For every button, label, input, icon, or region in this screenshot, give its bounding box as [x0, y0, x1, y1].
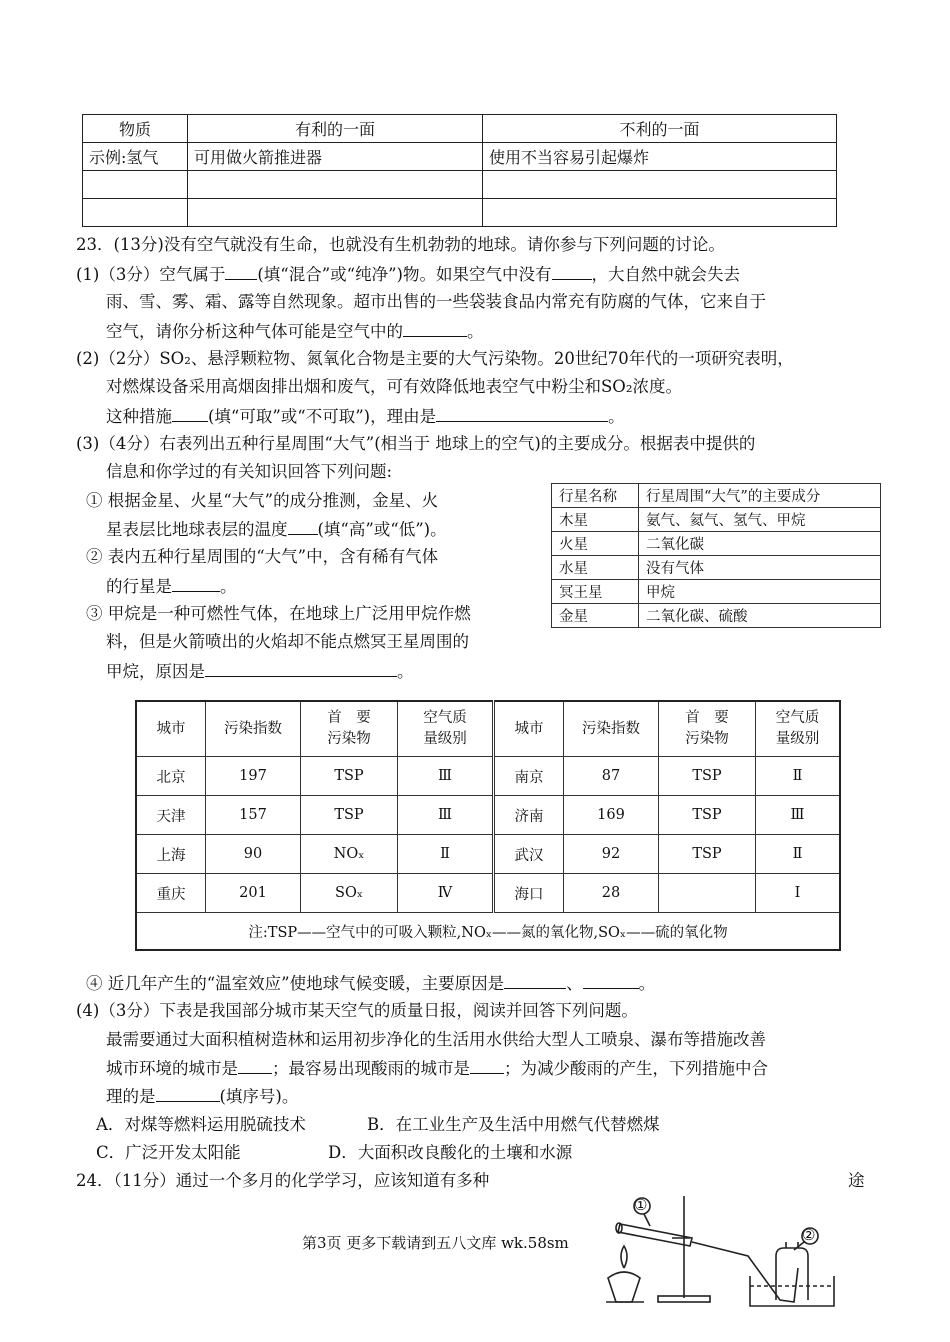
blank-cell [483, 171, 837, 199]
planet-name: 冥王星 [552, 580, 639, 604]
header-disadvantage: 不利的一面 [483, 115, 837, 143]
level: Ⅱ [756, 757, 841, 796]
q23-s1-line1: ① 根据金星、火星“大气”的成分推测，金星、火 [86, 491, 439, 510]
q23-p2-line2: 对燃煤设备采用高烟囱排出烟和废气，可有效降低地表空气中粉尘和SO₂浓度。 [106, 377, 682, 396]
label-2: ② [802, 1226, 816, 1244]
example-substance: 示例:氢气 [83, 143, 188, 171]
option-a: A．对煤等燃料运用脱硫技术 [96, 1115, 306, 1134]
q23-s2-line1: ② 表内五种行星周围的“大气”中，含有稀有气体 [86, 547, 439, 566]
q23-p1-line3 [106, 320, 484, 343]
q24-tail: 途 [848, 1171, 865, 1190]
answer-blank [172, 575, 220, 592]
index: 28 [564, 874, 659, 913]
text: ，大自然中就会失去 [591, 265, 740, 284]
header-planet: 行星名称 [552, 484, 639, 508]
answer-blank [504, 972, 566, 989]
text: (填“混合”或“纯净”)物。如果空气中没有 [257, 265, 552, 284]
level: Ⅲ [756, 796, 841, 835]
pollutant: TSP [301, 757, 398, 796]
table-row [136, 874, 840, 913]
text: ；为减少酸雨的产生，下列措施中合 [504, 1059, 768, 1078]
text: 理的是 [106, 1087, 156, 1106]
q23-s3-line1: ③ 甲烷是一种可燃性气体，在地球上广泛用甲烷作燃 [86, 604, 471, 623]
q23-s1-line2 [106, 518, 447, 541]
level: Ⅱ [398, 835, 494, 874]
table-row [136, 796, 840, 835]
planet-components: 二氧化碳、硫酸 [639, 604, 881, 628]
planet-components: 甲烷 [639, 580, 881, 604]
blank-cell [83, 199, 188, 227]
index: 157 [206, 796, 301, 835]
answer-blank [205, 660, 397, 677]
text: 。 [608, 407, 625, 426]
text: (填“高”或“低”)。 [317, 520, 447, 539]
index: 169 [564, 796, 659, 835]
option-b: B．在工业生产及生活中用燃气代替燃煤 [367, 1115, 660, 1134]
flame [621, 1246, 627, 1268]
q23-p4-line1: (4)（3分）下表是我国部分城市某天空气的质量日报，阅读并回答下列问题。 [76, 1001, 638, 1020]
q23-s3-line2: 料，但是火箭喷出的火焰却不能点燃冥王星周围的 [106, 632, 469, 651]
level: Ⅳ [398, 874, 494, 913]
text: 首 要 [685, 710, 729, 726]
text: 空气，请你分析这种气体可能是空气中的 [106, 322, 403, 341]
header-substance: 物质 [83, 115, 188, 143]
pollutant: NOₓ [301, 835, 398, 874]
pollutant: SOₓ [301, 874, 398, 913]
planet-components: 二氧化碳 [639, 532, 881, 556]
table-row [136, 835, 840, 874]
pollutant: TSP [659, 757, 756, 796]
city: 天津 [136, 796, 206, 835]
pollutant [659, 874, 756, 913]
text: 甲烷，原因是 [106, 662, 205, 681]
option-c: C．广泛开发太阳能 [96, 1143, 241, 1162]
city: 武汉 [494, 835, 564, 874]
q23-s4 [86, 972, 655, 995]
text: ；最容易出现酸雨的城市是 [272, 1059, 470, 1078]
text: (填序号)。 [219, 1087, 299, 1106]
text: 污染物 [327, 731, 371, 747]
test-tube [618, 1224, 692, 1246]
planet-name: 金星 [552, 604, 639, 628]
q23-p3-line1: (3)（4分）右表列出五种行星周围“大气”(相当于 地球上的空气)的主要成分。根据表中提供的 [76, 434, 756, 453]
city: 南京 [494, 757, 564, 796]
delivery-tube [692, 1242, 798, 1302]
city: 海口 [494, 874, 564, 913]
text: 、 [566, 974, 583, 993]
planet-name: 水星 [552, 556, 639, 580]
answer-blank [288, 518, 318, 535]
text: 城市环境的城市是 [106, 1059, 238, 1078]
answer-blank [225, 263, 257, 280]
answer-blank [403, 320, 467, 337]
city: 济南 [494, 796, 564, 835]
q23-s3-line3 [106, 660, 414, 683]
text: 星表层比地球表层的温度 [106, 520, 288, 539]
index: 87 [564, 757, 659, 796]
table-note: 注:TSP——空气中的可吸入颗粒,NOₓ——氮的氧化物,SOₓ——硫的氧化物 [136, 913, 840, 951]
text: 。 [467, 322, 484, 341]
index: 197 [206, 757, 301, 796]
text: 量级别 [775, 731, 820, 747]
text: 首 要 [327, 710, 371, 726]
q23-p1-line1 [76, 263, 740, 286]
answer-blank [156, 1085, 220, 1102]
air-quality-table [135, 700, 841, 951]
pollutant: TSP [301, 796, 398, 835]
header-city: 城市 [136, 701, 206, 757]
header-pollutant [659, 701, 756, 757]
blank-cell [83, 171, 188, 199]
pollutant: TSP [659, 835, 756, 874]
q23-p4-line2: 最需要通过大面积植树造林和运用初步净化的生活用水供给大型人工喷泉、瀑布等措施改善 [106, 1030, 766, 1049]
q23-p1-line2: 雨、雪、雾、霜、露等自然现象。超市出售的一些袋装食品内常充有防腐的气体，它来自于 [106, 292, 766, 311]
alcohol-lamp [608, 1272, 640, 1302]
substance-table [82, 114, 837, 227]
answer-blank [470, 1057, 504, 1074]
text: 。 [397, 662, 414, 681]
header-index: 污染指数 [206, 701, 301, 757]
answer-blank [172, 405, 208, 422]
city: 重庆 [136, 874, 206, 913]
text: (填“可取”或“不可取”)，理由是 [208, 407, 437, 426]
q23-p3-line2: 信息和你学过的有关知识回答下列问题: [106, 462, 393, 481]
example-advantage: 可用做火箭推进器 [188, 143, 483, 171]
header-pollutant [301, 701, 398, 757]
q24-text: 24．（11分）通过一个多月的化学学习，应该知道有多种 [76, 1171, 490, 1190]
blank-cell [188, 199, 483, 227]
q23-s2-line2 [106, 575, 237, 598]
planet-atmosphere-table [551, 483, 881, 628]
planet-components: 没有气体 [639, 556, 881, 580]
header-advantage: 有利的一面 [188, 115, 483, 143]
q23-p4-line3 [106, 1057, 768, 1080]
text: 量级别 [423, 731, 467, 747]
example-disadvantage: 使用不当容易引起爆炸 [483, 143, 837, 171]
blank-cell [188, 171, 483, 199]
answer-blank [552, 263, 592, 280]
planet-components: 氨气、氦气、氢气、甲烷 [639, 508, 881, 532]
index: 201 [206, 874, 301, 913]
text: 。 [220, 577, 237, 596]
header-components: 行星周围“大气”的主要成分 [639, 484, 881, 508]
city: 上海 [136, 835, 206, 874]
text: 。 [638, 974, 656, 993]
answer-blank [238, 1057, 272, 1074]
level: Ⅱ [756, 835, 841, 874]
q23-title: 23．(13分)没有空气就没有生命，也就没有生机勃勃的地球。请你参与下列问题的讨论。 [76, 235, 725, 254]
table-row [136, 757, 840, 796]
label-1: ① [634, 1196, 648, 1214]
header-index: 污染指数 [564, 701, 659, 757]
text: 的行星是 [106, 577, 172, 596]
answer-blank [436, 405, 608, 422]
level: Ⅲ [398, 796, 494, 835]
text: 这种措施 [106, 407, 172, 426]
planet-name: 火星 [552, 532, 639, 556]
option-d: D．大面积改良酸化的土壤和水源 [328, 1143, 573, 1162]
index: 90 [206, 835, 301, 874]
page-footer: 第3页 更多下载请到五八文库 wk.58sm [302, 1234, 569, 1252]
q23-p2-line3 [106, 405, 625, 428]
level: Ⅲ [398, 757, 494, 796]
answer-blank [583, 972, 639, 989]
level: Ⅰ [756, 874, 841, 913]
gas-bottle [776, 1248, 808, 1300]
q23-p4-line4 [106, 1085, 298, 1108]
text: ④ 近几年产生的“温室效应”使地球气候变暖，主要原因是 [86, 974, 505, 993]
text: 空气质 [775, 710, 820, 726]
index: 92 [564, 835, 659, 874]
planet-name: 木星 [552, 508, 639, 532]
text: 空气质 [423, 710, 467, 726]
text: (1)（3分）空气属于 [76, 265, 226, 284]
header-level [398, 701, 494, 757]
header-level [756, 701, 841, 757]
blank-cell [483, 199, 837, 227]
city: 北京 [136, 757, 206, 796]
header-city: 城市 [494, 701, 564, 757]
leader-line [644, 1214, 650, 1226]
text: 污染物 [685, 731, 729, 747]
q23-p2-line1: (2)（2分）SO₂、悬浮颗粒物、氮氧化合物是主要的大气污染物。20世纪70年代的一项研究表明， [76, 349, 794, 368]
pollutant: TSP [659, 796, 756, 835]
